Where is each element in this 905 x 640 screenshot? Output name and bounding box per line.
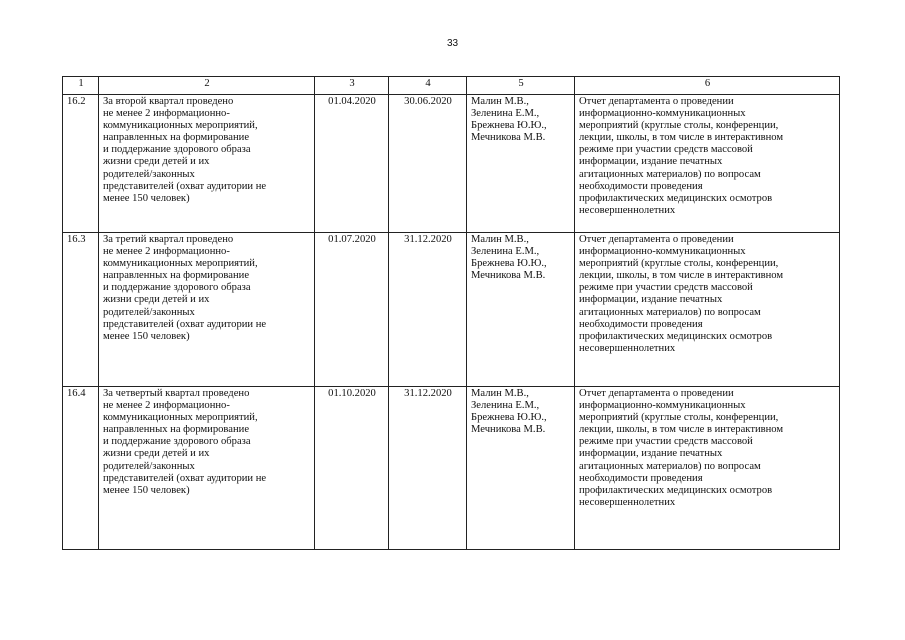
expected-result: Отчет департамента о проведении информационно-коммуникационных мероприятий (круглые столы, конференции, лекции, школы, в том числе в интерактивном режиме при участии средств массовой информации, издание печатных агитационных материалов) по вопросам необходимости проведения профилактических медицинских осмотров несовершеннолетних (575, 95, 840, 233)
start-date: 01.04.2020 (315, 95, 389, 233)
header-col-6: 6 (575, 77, 840, 95)
table-row (63, 95, 840, 233)
responsible-persons: Малин М.В., Зеленина Е.М., Брежнева Ю.Ю., Мечникова М.В. (467, 233, 575, 387)
end-date: 31.12.2020 (389, 233, 467, 387)
table-header (63, 77, 840, 95)
event-description: За второй квартал проведено не менее 2 информационно- коммуникационных мероприятий, направленных на формирование и поддержание здорового образа жизни среди детей и их родителей/законных представителей (охват аудитории не менее 150 человек) (99, 95, 315, 233)
end-date: 31.12.2020 (389, 387, 467, 550)
table-row (63, 233, 840, 387)
header-col-5: 5 (467, 77, 575, 95)
row-number: 16.4 (63, 387, 99, 550)
start-date: 01.07.2020 (315, 233, 389, 387)
header-col-3: 3 (315, 77, 389, 95)
header-col-4: 4 (389, 77, 467, 95)
expected-result: Отчет департамента о проведении информационно-коммуникационных мероприятий (круглые столы, конференции, лекции, школы, в том числе в интерактивном режиме при участии средств массовой информации, издание печатных агитационных материалов) по вопросам необходимости проведения профилактических медицинских осмотров несовершеннолетних (575, 387, 840, 550)
row-number: 16.2 (63, 95, 99, 233)
table-row (63, 387, 840, 550)
event-description: За третий квартал проведено не менее 2 информационно- коммуникационных мероприятий, направленных на формирование и поддержание здорового образа жизни среди детей и их родителей/законных представителей (охват аудитории не менее 150 человек) (99, 233, 315, 387)
responsible-persons: Малин М.В., Зеленина Е.М., Брежнева Ю.Ю., Мечникова М.В. (467, 387, 575, 550)
plan-table (62, 76, 840, 550)
table-body (63, 95, 840, 550)
header-row (63, 77, 840, 95)
event-description: За четвертый квартал проведено не менее 2 информационно- коммуникационных мероприятий, направленных на формирование и поддержание здорового образа жизни среди детей и их родителей/законных представителей (охват аудитории не менее 150 человек) (99, 387, 315, 550)
end-date: 30.06.2020 (389, 95, 467, 233)
start-date: 01.10.2020 (315, 387, 389, 550)
header-col-1: 1 (63, 77, 99, 95)
header-col-2: 2 (99, 77, 315, 95)
expected-result: Отчет департамента о проведении информационно-коммуникационных мероприятий (круглые столы, конференции, лекции, школы, в том числе в интерактивном режиме при участии средств массовой информации, издание печатных агитационных материалов) по вопросам необходимости проведения профилактических медицинских осмотров несовершеннолетних (575, 233, 840, 387)
page-number: 33 (446, 38, 459, 49)
responsible-persons: Малин М.В., Зеленина Е.М., Брежнева Ю.Ю., Мечникова М.В. (467, 95, 575, 233)
row-number: 16.3 (63, 233, 99, 387)
